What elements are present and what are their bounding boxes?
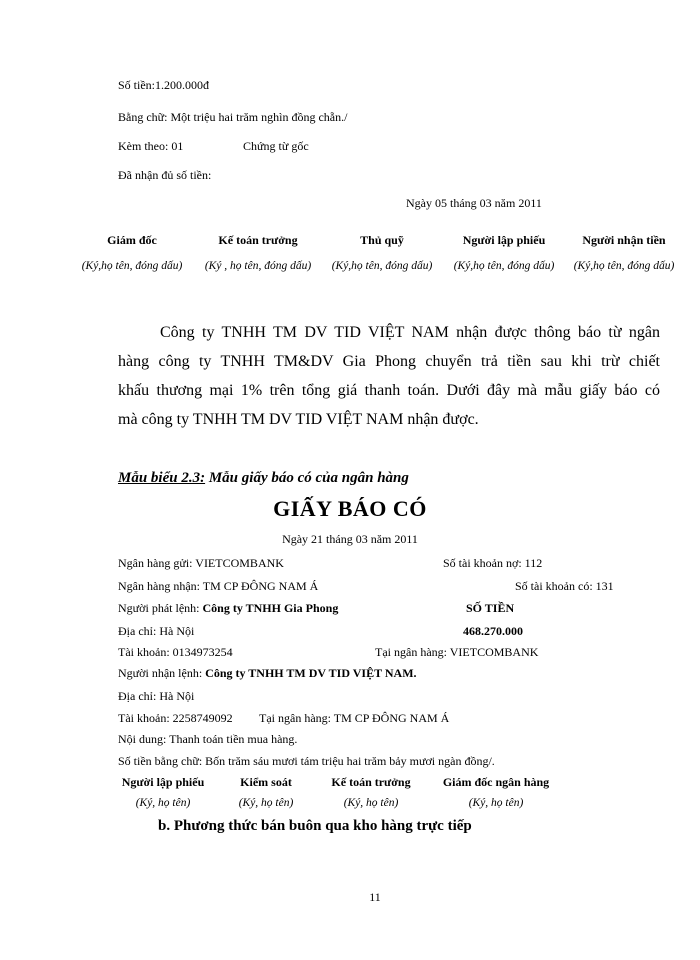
form-bank-2: Tại ngân hàng: TM CP ĐÔNG NAM Á (259, 711, 450, 725)
form-debit-account: Số tài khoản nợ: 112 (443, 556, 543, 570)
section-heading: b. Phương thức bán buôn qua kho hàng trực tiếp (158, 818, 472, 834)
receipt-amount-words: Bằng chữ: Một triệu hai trăm nghìn đồng chẵn./ (118, 110, 348, 124)
sig-note-cashier: (Ký,họ tên, đóng dấu) (331, 260, 433, 272)
paragraph-line: khấu thương mại 1% trên tổng giá thanh toán. Dưới đây mà mẫu giấy báo có (118, 382, 660, 399)
form-issuer (118, 601, 338, 616)
form-payee (118, 666, 417, 681)
form-caption-text: Mẫu giấy báo có của ngân hàng (205, 470, 409, 486)
form-issuer-name: Công ty TNHH Gia Phong (202, 601, 339, 615)
form-sig-title-bank-director: Giám đốc ngân hàng (442, 775, 550, 789)
form-credit-account: Số tài khoản có: 131 (515, 579, 614, 593)
form-content: Nội dung: Thanh toán tiền mua hàng. (118, 732, 298, 746)
form-sender-bank: Ngân hàng gửi: VIETCOMBANK (118, 556, 284, 570)
body-paragraph (118, 318, 660, 434)
form-title: GIẤY BÁO CÓ (273, 496, 427, 521)
form-payee-name: Công ty TNHH TM DV TID VIỆT NAM. (205, 666, 417, 680)
paragraph-line: hàng công ty TNHH TM&DV Gia Phong chuyển trả tiền sau khi trừ chiết (118, 353, 660, 370)
sig-title-receiver: Người nhận tiền (582, 233, 666, 247)
form-sig-title-preparer: Người lập phiếu (121, 775, 205, 789)
form-sig-note-preparer: (Ký, họ tên) (135, 797, 191, 809)
form-sig-title-controller: Kiểm soát (240, 775, 292, 789)
sig-note-receiver: (Ký,họ tên, đóng dấu) (573, 260, 675, 272)
paragraph-line: Công ty TNHH TM DV TID VIỆT NAM nhận được thông báo từ ngân (160, 324, 660, 341)
form-bank-1: Tại ngân hàng: VIETCOMBANK (375, 645, 539, 659)
form-payee-label: Người nhận lệnh: (118, 666, 206, 680)
paragraph-line: mà công ty TNHH TM DV TID VIỆT NAM nhận được. (118, 411, 479, 428)
form-sig-note-controller: (Ký, họ tên) (238, 797, 294, 809)
form-receiver-bank: Ngân hàng nhận: TM CP ĐÔNG NAM Á (118, 579, 319, 593)
form-caption-label: Mẫu biểu 2.3: (118, 470, 206, 486)
form-amount-heading: SỐ TIỀN (466, 601, 515, 615)
sig-note-director: (Ký,họ tên, đóng dấu) (81, 260, 183, 272)
sig-title-chief-accountant: Kế toán trưởng (218, 233, 298, 247)
form-amount-value: 468.270.000 (463, 624, 523, 638)
form-caption (118, 470, 409, 487)
receipt-date: Ngày 05 tháng 03 năm 2011 (406, 196, 542, 210)
sig-note-preparer: (Ký,họ tên, đóng dấu) (453, 260, 555, 272)
receipt-attached-label: Kèm theo: 01 (118, 139, 184, 153)
form-account-2: Tài khoản: 2258749092 (118, 711, 233, 725)
form-account-1: Tài khoản: 0134973254 (118, 645, 233, 659)
sig-title-preparer: Người lập phiếu (462, 233, 546, 247)
form-sig-note-bank-director: (Ký, họ tên) (468, 797, 524, 809)
form-sig-note-chief-accountant: (Ký, họ tên) (343, 797, 399, 809)
form-address-2: Địa chỉ: Hà Nội (118, 689, 195, 703)
page-number: 11 (369, 890, 381, 904)
form-address-1: Địa chỉ: Hà Nội (118, 624, 195, 638)
receipt-received-label: Đã nhận đủ số tiền: (118, 168, 212, 182)
sig-title-director: Giám đốc (107, 233, 157, 247)
form-amount-words: Số tiền bằng chữ: Bốn trăm sáu mươi tám triệu hai trăm bảy mươi ngàn đồng/. (118, 754, 495, 768)
form-issuer-label: Người phát lệnh: (118, 601, 203, 615)
form-sig-title-chief-accountant: Kế toán trưởng (331, 775, 411, 789)
sig-note-chief-accountant: (Ký , họ tên, đóng dấu) (204, 260, 312, 272)
receipt-amount: Số tiền:1.200.000đ (118, 78, 210, 92)
sig-title-cashier: Thủ quỹ (360, 233, 404, 247)
form-date: Ngày 21 tháng 03 năm 2011 (282, 532, 418, 546)
receipt-attached-doc: Chứng từ gốc (243, 139, 309, 153)
